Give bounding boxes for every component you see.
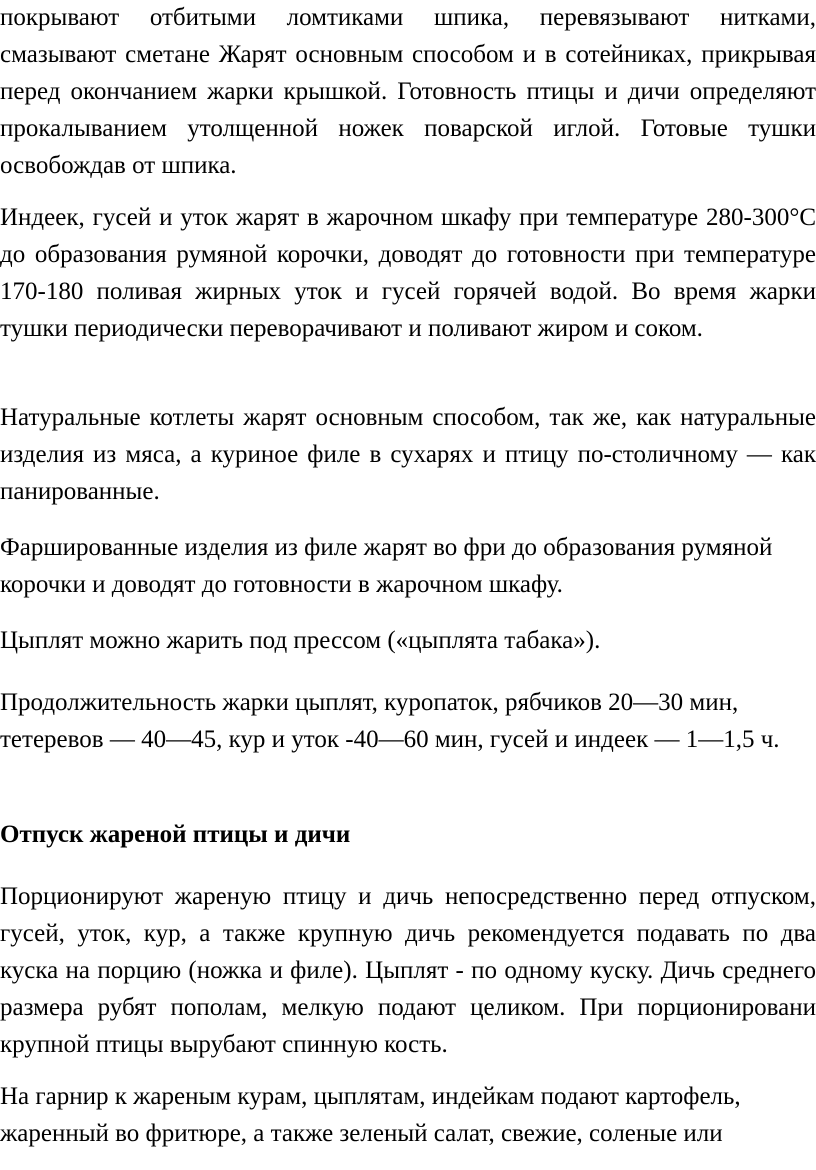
paragraph-frying-duration: Продолжительность жарки цыплят, куропаток, рябчиков 20—30 мин, тетеревов — 40—45, кур и уток -40—60 мин, гусей и индеек — 1—1,5 ч. — [0, 689, 780, 753]
paragraph-chicken-tabaka: Цыплят можно жарить под прессом («цыплята табака»). — [0, 627, 601, 654]
paragraph-portioning: Порционируют жареную птицу и дичь непосредственно перед отпуском, гусей, уток, кур, а также крупную дичь рекомендуется подавать по два куска на порцию (ножка и филе). Цыплят - по одному куску. Дичь среднего размера рубят пополам, мелкую подают целиком. При порционировани крупной птицы вырубают спинную кость. — [0, 883, 816, 1058]
paragraph-turkey-goose-duck: Индеек, гусей и уток жарят в жарочном шкафу при температуре 280-300°С до образования румяной корочки, доводят до готовности при температуре 170-180 поливая жирных уток и гусей горячей водой. Во время жарки тушки периодически переворачивают и поливают жиром и соком. — [0, 204, 816, 342]
paragraph-stuffed-products: Фаршированные изделия из филе жарят во фри до образования румяной корочки и доводят до готовности в жарочном шкафу. — [0, 534, 773, 598]
paragraph-natural-cutlets: Натуральные котлеты жарят основным способом, так же, как натуральные изделия из мяса, а куриное филе в сухарях и птицу по-столичному — как панированные. — [0, 404, 816, 505]
section-heading: Отпуск жареной птицы и дичи — [0, 821, 351, 848]
paragraph-garnish: На гарнир к жареным курам, цыплятам, индейкам подают картофель, жаренный во фритюре, а также зеленый салат, свежие, соленые или — [0, 1083, 741, 1147]
paragraph-cooking-method: покрывают отбитыми ломтиками шпика, перевязывают нитками, смазывают сметане Жарят основным способом и в сотейниках, прикрывая перед окончанием жарки крышкой. Готовность птицы и дичи определяют прокалыванием утолщенной ножек поварской иглой. Готовые тушки освобождав от шпика. — [0, 4, 816, 179]
